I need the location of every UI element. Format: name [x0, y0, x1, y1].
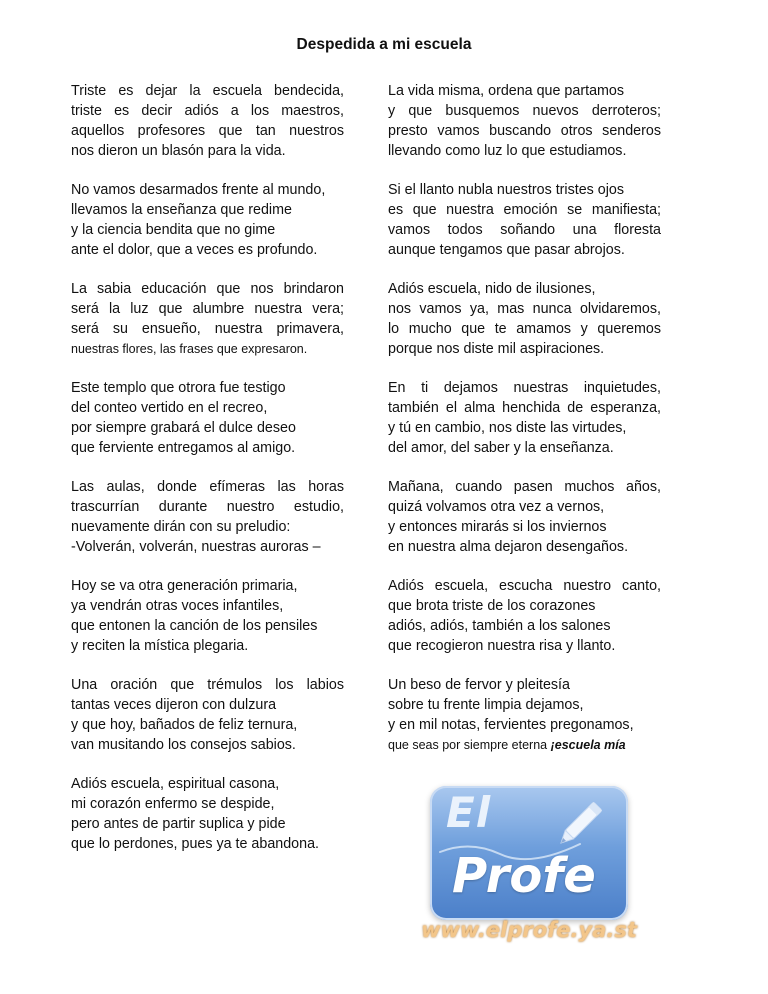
stanza	[71, 81, 344, 161]
verse-line: del amor, del saber y la enseñanza.	[388, 440, 614, 456]
verse-line: En ti dejamos nuestras inquietudes,	[388, 380, 661, 396]
poem-column-left	[71, 81, 344, 873]
verse-line: llevando como luz lo que estudiamos.	[388, 143, 627, 159]
stanza	[388, 675, 661, 755]
verse-line: nuevamente dirán con su preludio:	[71, 519, 291, 535]
stanza	[71, 675, 344, 755]
verse-line: y reciten la mística plegaria.	[71, 638, 249, 654]
final-line-emphasis: ¡escuela mía	[550, 738, 626, 752]
stanza	[71, 774, 344, 854]
verse-line: Triste es dejar la escuela bendecida,	[71, 83, 344, 99]
verse-line: llevamos la enseñanza que redime	[71, 202, 292, 218]
stanza	[388, 477, 661, 557]
logo-text-el: El	[446, 788, 492, 837]
verse-line: por siempre grabará el dulce deseo	[71, 420, 296, 436]
verse-line: nos vamos ya, mas nunca olvidaremos,	[388, 301, 661, 317]
verse-line: porque nos diste mil aspiraciones.	[388, 341, 605, 357]
stanza	[71, 576, 344, 656]
verse-line: vamos todos soñando una floresta	[388, 222, 661, 238]
verse-line: Una oración que trémulos los labios	[71, 677, 344, 693]
logo-text-profe: Profe	[452, 848, 596, 904]
verse-line: del conteo vertido en el recreo,	[71, 400, 268, 416]
stanza	[388, 378, 661, 458]
verse-line: van musitando los consejos sabios.	[71, 737, 296, 753]
page-title: Despedida a mi escuela	[296, 36, 472, 53]
poem-column-right	[388, 81, 661, 774]
verse-line: lo mucho que te amamos y queremos	[388, 321, 661, 337]
el-profe-logo	[430, 786, 628, 920]
stanza	[71, 477, 344, 557]
stanza	[71, 279, 344, 359]
verse-line: es que nuestra emoción se manifiesta;	[388, 202, 661, 218]
verse-line: y que hoy, bañados de feliz ternura,	[71, 717, 298, 733]
stanza	[71, 378, 344, 458]
verse-line: mi corazón enfermo se despide,	[71, 796, 275, 812]
verse-line: aquellos profesores que tan nuestros	[71, 123, 344, 139]
stanza	[388, 180, 661, 260]
verse-line: quizá volvamos otra vez a vernos,	[388, 499, 605, 515]
verse-line: La sabia educación que nos brindaron	[71, 281, 344, 297]
verse-line: y que busquemos nuevos derroteros;	[388, 103, 661, 119]
verse-line: -Volverán, volverán, nuestras auroras –	[71, 539, 321, 555]
stanza	[388, 279, 661, 359]
verse-line: Adiós escuela, nido de ilusiones,	[388, 281, 596, 297]
verse-line: Mañana, cuando pasen muchos años,	[388, 479, 661, 495]
verse-line: Este templo que otrora fue testigo	[71, 380, 286, 396]
verse-line: pero antes de partir suplica y pide	[71, 816, 286, 832]
verse-line: Las aulas, donde efímeras las horas	[71, 479, 344, 495]
verse-line: Adiós escuela, espiritual casona,	[71, 776, 280, 792]
logo-url: www.elprofe.ya.st	[421, 918, 637, 942]
verse-line: que lo perdones, pues ya te abandona.	[71, 836, 320, 852]
verse-line: sobre tu frente limpia dejamos,	[388, 697, 584, 713]
verse-line: será su ensueño, nuestra primavera,	[71, 321, 344, 337]
verse-line: y tú en cambio, nos diste las virtudes,	[388, 420, 627, 436]
verse-line: en nuestra alma dejaron desengaños.	[388, 539, 629, 555]
verse-line: Si el llanto nubla nuestros tristes ojos	[388, 182, 625, 198]
verse-line: presto vamos buscando otros senderos	[388, 123, 661, 139]
stanza	[71, 180, 344, 260]
verse-line: que ferviente entregamos al amigo.	[71, 440, 296, 456]
verse-line: será la luz que alumbre nuestra vera;	[71, 301, 344, 317]
verse-line: La vida misma, ordena que partamos	[388, 83, 625, 99]
verse-line: adiós, adiós, también a los salones	[388, 618, 611, 634]
verse-line: también el alma henchida de esperanza,	[388, 400, 661, 416]
verse-line: triste es decir adiós a los maestros,	[71, 103, 344, 119]
final-line-text: que seas por siempre eterna	[388, 738, 551, 752]
stanza	[388, 81, 661, 161]
verse-line: nuestras flores, las frases que expresaron.	[71, 342, 308, 356]
verse-line: Hoy se va otra generación primaria,	[71, 578, 298, 594]
verse-line: aunque tengamos que pasar abrojos.	[388, 242, 625, 258]
verse-line: que brota triste de los corazones	[388, 598, 596, 614]
verse-line: tantas veces dijeron con dulzura	[71, 697, 277, 713]
verse-line: ante el dolor, que a veces es profundo.	[71, 242, 318, 258]
verse-line-final	[388, 735, 661, 755]
verse-line: que recogieron nuestra risa y llanto.	[388, 638, 616, 654]
verse-line: que entonen la canción de los pensiles	[71, 618, 318, 634]
verse-line: y en mil notas, fervientes pregonamos,	[388, 717, 634, 733]
verse-line: Un beso de fervor y pleitesía	[388, 677, 570, 693]
verse-line: nos dieron un blasón para la vida.	[71, 143, 286, 159]
verse-line: trascurrían durante nuestro estudio,	[71, 499, 344, 515]
stanza	[388, 576, 661, 656]
verse-line: ya vendrán otras voces infantiles,	[71, 598, 284, 614]
verse-line: y la ciencia bendita que no gime	[71, 222, 276, 238]
verse-line: No vamos desarmados frente al mundo,	[71, 182, 326, 198]
verse-line: y entonces mirarás si los inviernos	[388, 519, 607, 535]
verse-line: Adiós escuela, escucha nuestro canto,	[388, 578, 661, 594]
